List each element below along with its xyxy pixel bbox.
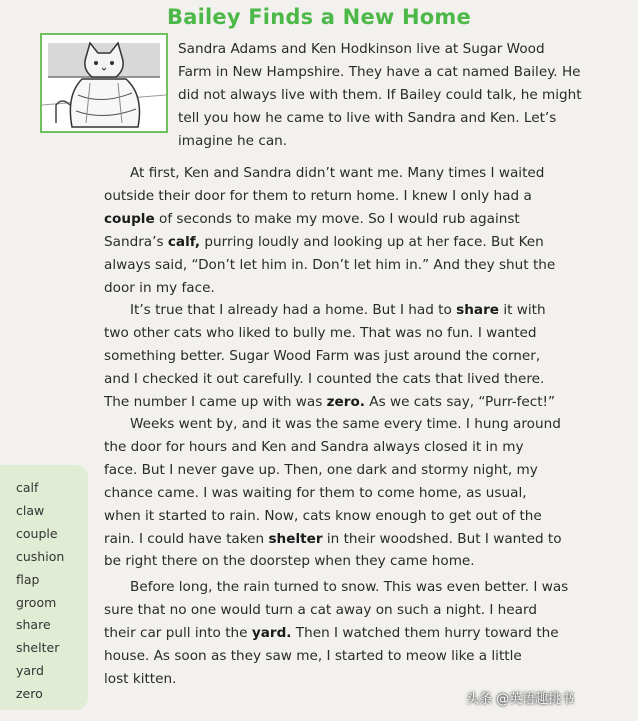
vocabulary-item: claw (16, 502, 45, 518)
cat-in-blanket-icon (42, 35, 166, 131)
story-line (104, 208, 574, 231)
story-line (104, 528, 574, 551)
story-line: when it started to rain. Now, cats know enough to get out of the (104, 507, 542, 524)
vocabulary-word: zero. (326, 393, 365, 410)
story-line: the door for hours and Ken and Sandra always closed it in my (104, 438, 524, 455)
intro-line: Sandra Adams and Ken Hodkinson live at Sugar Wood (178, 41, 545, 57)
vocabulary-item: shelter (16, 640, 60, 656)
story-text: As we cats say, “Purr-fect!” (364, 393, 556, 410)
story-line: face. But I never gave up. Then, one dark and stormy night, my (104, 461, 538, 478)
vocabulary-item: groom (16, 594, 57, 610)
story-paragraph-4 (104, 576, 574, 691)
vocabulary-item: cushion (16, 548, 65, 564)
story-line: outside their door for them to return home. I knew I only had a (104, 187, 532, 204)
story-line: be right there on the doorstep when they came home. (104, 553, 475, 570)
story-line: chance came. I was waiting for them to come home, as usual, (104, 484, 527, 501)
story-line: something better. Sugar Wood Farm was just around the corner, (104, 347, 541, 364)
vocabulary-item: zero (16, 686, 43, 702)
story-line: Before long, the rain turned to snow. This was even better. I was (130, 579, 569, 595)
story-text: The number I came up with was (104, 393, 327, 410)
story-line: Weeks went by, and it was the same every time. I hung around (130, 416, 561, 432)
intro-paragraph (178, 38, 582, 153)
intro-line: did not always live with them. If Bailey could talk, he might (178, 86, 582, 103)
story-paragraph-3 (104, 413, 574, 573)
story-line: sure that no one would turn a cat away on such a night. I heard (104, 601, 537, 618)
story-text: it with (499, 302, 546, 318)
story-line: lost kitten. (104, 670, 177, 687)
intro-line: tell you how he came to live with Sandra and Ken. Let’s (178, 109, 557, 126)
story-line: two other cats who liked to bully me. That was no fun. I wanted (104, 324, 537, 341)
vocabulary-item: share (16, 617, 51, 633)
intro-line: imagine he can. (178, 132, 288, 149)
story-line: door in my face. (104, 279, 215, 296)
story-line: always said, “Don’t let him in. Don’t let him in.” And they shut the (104, 256, 556, 273)
story-line (104, 622, 574, 645)
vocabulary-item: yard (16, 663, 44, 679)
watermark: 头条 @英语趣挑书 (466, 692, 575, 707)
vocabulary-item: flap (16, 571, 40, 587)
story-line (104, 391, 574, 414)
intro-line: Farm in New Hampshire. They have a cat named Bailey. He (178, 63, 581, 80)
vocabulary-word: calf, (167, 233, 201, 250)
story-paragraph-1 (104, 162, 574, 299)
cat-illustration (40, 33, 168, 133)
vocabulary-sidebar (0, 465, 88, 710)
story-line: and I checked it out carefully. I counted the cats that lived there. (104, 370, 545, 387)
story-text: in their woodshed. But I wanted to (322, 530, 562, 547)
story-line (104, 231, 574, 254)
story-line: house. As soon as they saw me, I started to meow like a little (104, 647, 522, 664)
vocabulary-word: yard. (251, 624, 292, 641)
vocabulary-list (0, 465, 88, 706)
story-text: It’s true that I already had a home. But I had to (130, 302, 457, 318)
vocabulary-item: couple (16, 525, 58, 541)
page-title: Bailey Finds a New Home (167, 5, 471, 29)
story-line: At first, Ken and Sandra didn’t want me. Many times I waited (130, 165, 545, 181)
story-text: their car pull into the (104, 624, 252, 641)
story-text: rain. I could have taken (104, 530, 269, 547)
story-text: Then I watched them hurry toward the (291, 624, 559, 641)
story-line (104, 299, 574, 322)
story-text: of seconds to make my move. So I would rub against (154, 210, 520, 227)
vocabulary-word: share (456, 302, 500, 318)
vocabulary-item: calf (16, 480, 39, 495)
story-text: purring loudly and looking up at her face. But Ken (200, 233, 544, 250)
story-text: Sandra’s (104, 233, 168, 250)
story-paragraph-2 (104, 299, 574, 414)
vocabulary-word: couple (104, 210, 155, 227)
vocabulary-word: shelter (268, 530, 323, 547)
